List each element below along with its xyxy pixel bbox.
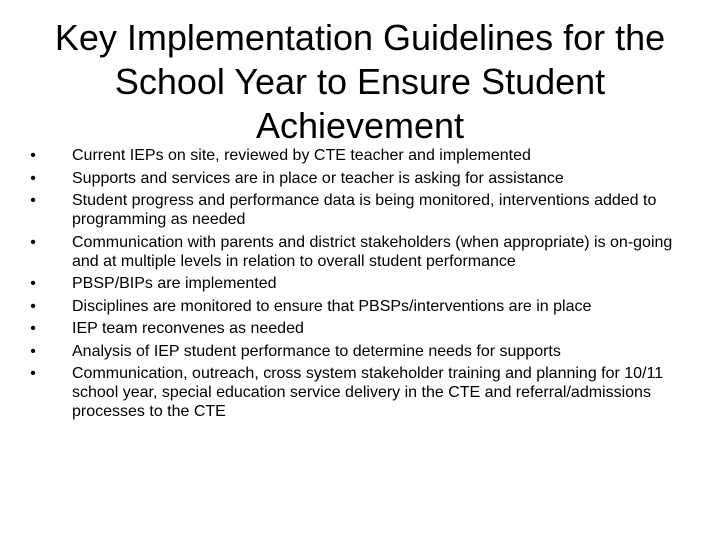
- bullet-item: [26, 233, 696, 271]
- bullet-text: Supports and services are in place or teacher is asking for assistance: [72, 169, 564, 187]
- bullet-text: IEP team reconvenes as needed: [72, 320, 304, 337]
- bullet-item: [26, 297, 696, 316]
- bullet-text: Current IEPs on site, reviewed by CTE teacher and implemented: [72, 147, 531, 164]
- bullet-text: Communication, outreach, cross system stakeholder training and planning for 10/11 school year, special education service delivery in the CTE and referral/admissions processes to the CTE: [72, 365, 664, 420]
- bullet-icon: •: [30, 365, 36, 382]
- bullet-item: [26, 146, 696, 165]
- bullet-item: [26, 274, 696, 293]
- bullet-text: Disciplines are monitored to ensure that PBSPs/interventions are in place: [72, 297, 592, 315]
- bullet-item: [26, 342, 696, 361]
- bullet-icon: •: [30, 297, 36, 315]
- bullet-icon: •: [30, 233, 36, 251]
- bullet-icon: •: [30, 342, 36, 360]
- bullet-item: [26, 319, 696, 338]
- slide-title: Key Implementation Guidelines for the School Year to Ensure Student Achievement: [54, 17, 666, 146]
- bullet-item: [26, 364, 696, 421]
- bullet-text: Analysis of IEP student performance to determine needs for supports: [72, 342, 561, 360]
- bullet-icon: •: [30, 192, 36, 209]
- bullet-icon: •: [30, 169, 36, 187]
- bullet-text: Communication with parents and district stakeholders (when appropriate) is on-going and at multiple levels in relation to overall student performance: [72, 233, 673, 270]
- bullet-item: [26, 169, 696, 188]
- bullet-icon: •: [30, 275, 36, 292]
- bullet-text: Student progress and performance data is being monitored, interventions added to programming as needed: [72, 192, 657, 228]
- bullet-item: [26, 191, 696, 229]
- bullet-list: [26, 146, 696, 425]
- bullet-icon: •: [30, 320, 36, 337]
- bullet-icon: •: [30, 147, 36, 164]
- bullet-text: PBSP/BIPs are implemented: [72, 275, 277, 292]
